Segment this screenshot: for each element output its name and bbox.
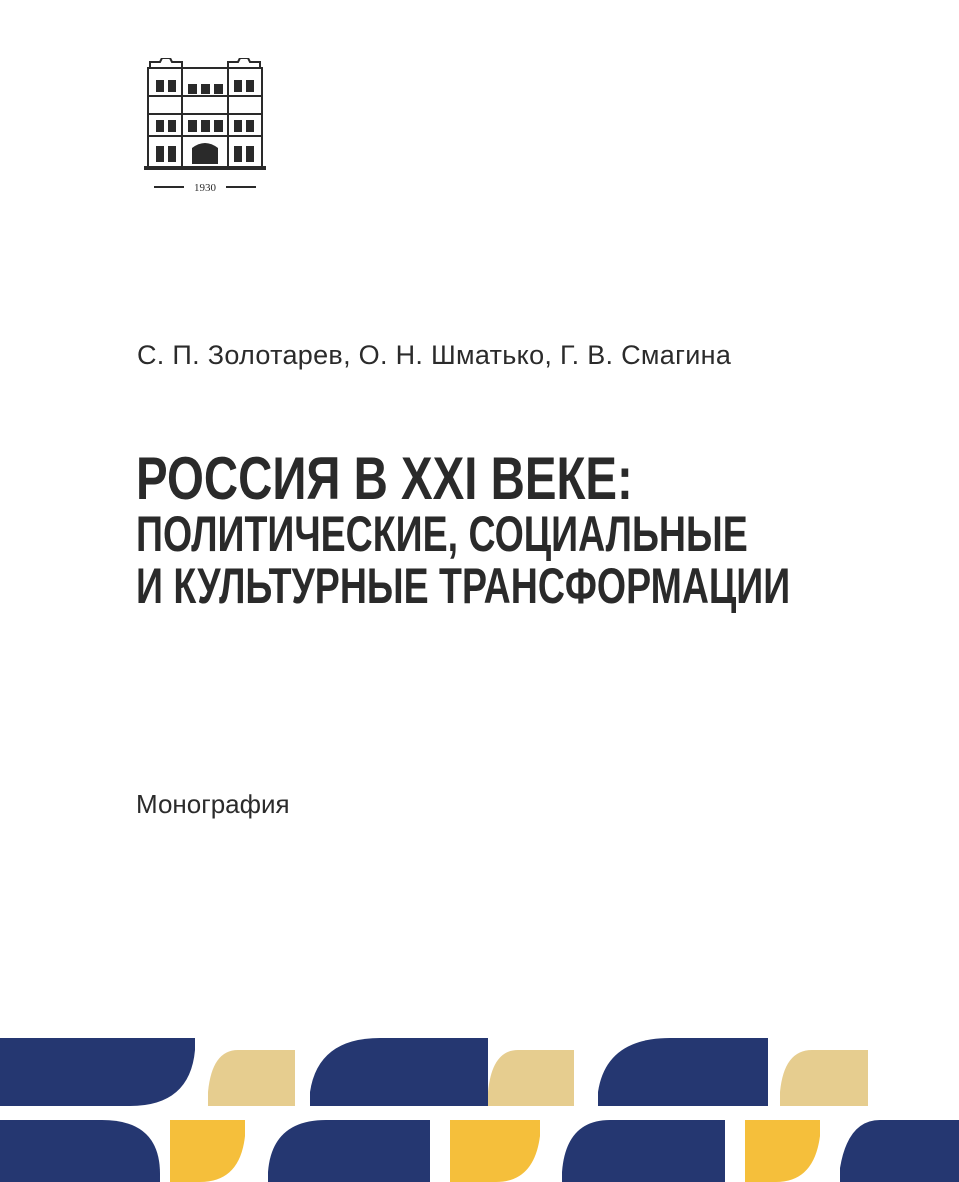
title-line-2: ПОЛИТИЧЕСКИЕ, СОЦИАЛЬНЫЕ (136, 506, 748, 562)
decorative-leaf-pattern (0, 1030, 959, 1182)
genre-label: Монография (136, 789, 290, 819)
title-line-1: РОССИЯ В XXI ВЕКЕ: (136, 445, 633, 512)
building-logo-icon (144, 58, 266, 196)
logo-year: 1930 (194, 182, 216, 194)
title-line-3: И КУЛЬТУРНЫЕ ТРАНСФОРМАЦИИ (136, 558, 791, 614)
book-title (136, 445, 959, 614)
authors: С. П. Золотарев, О. Н. Шматько, Г. В. Смагина (137, 340, 732, 370)
